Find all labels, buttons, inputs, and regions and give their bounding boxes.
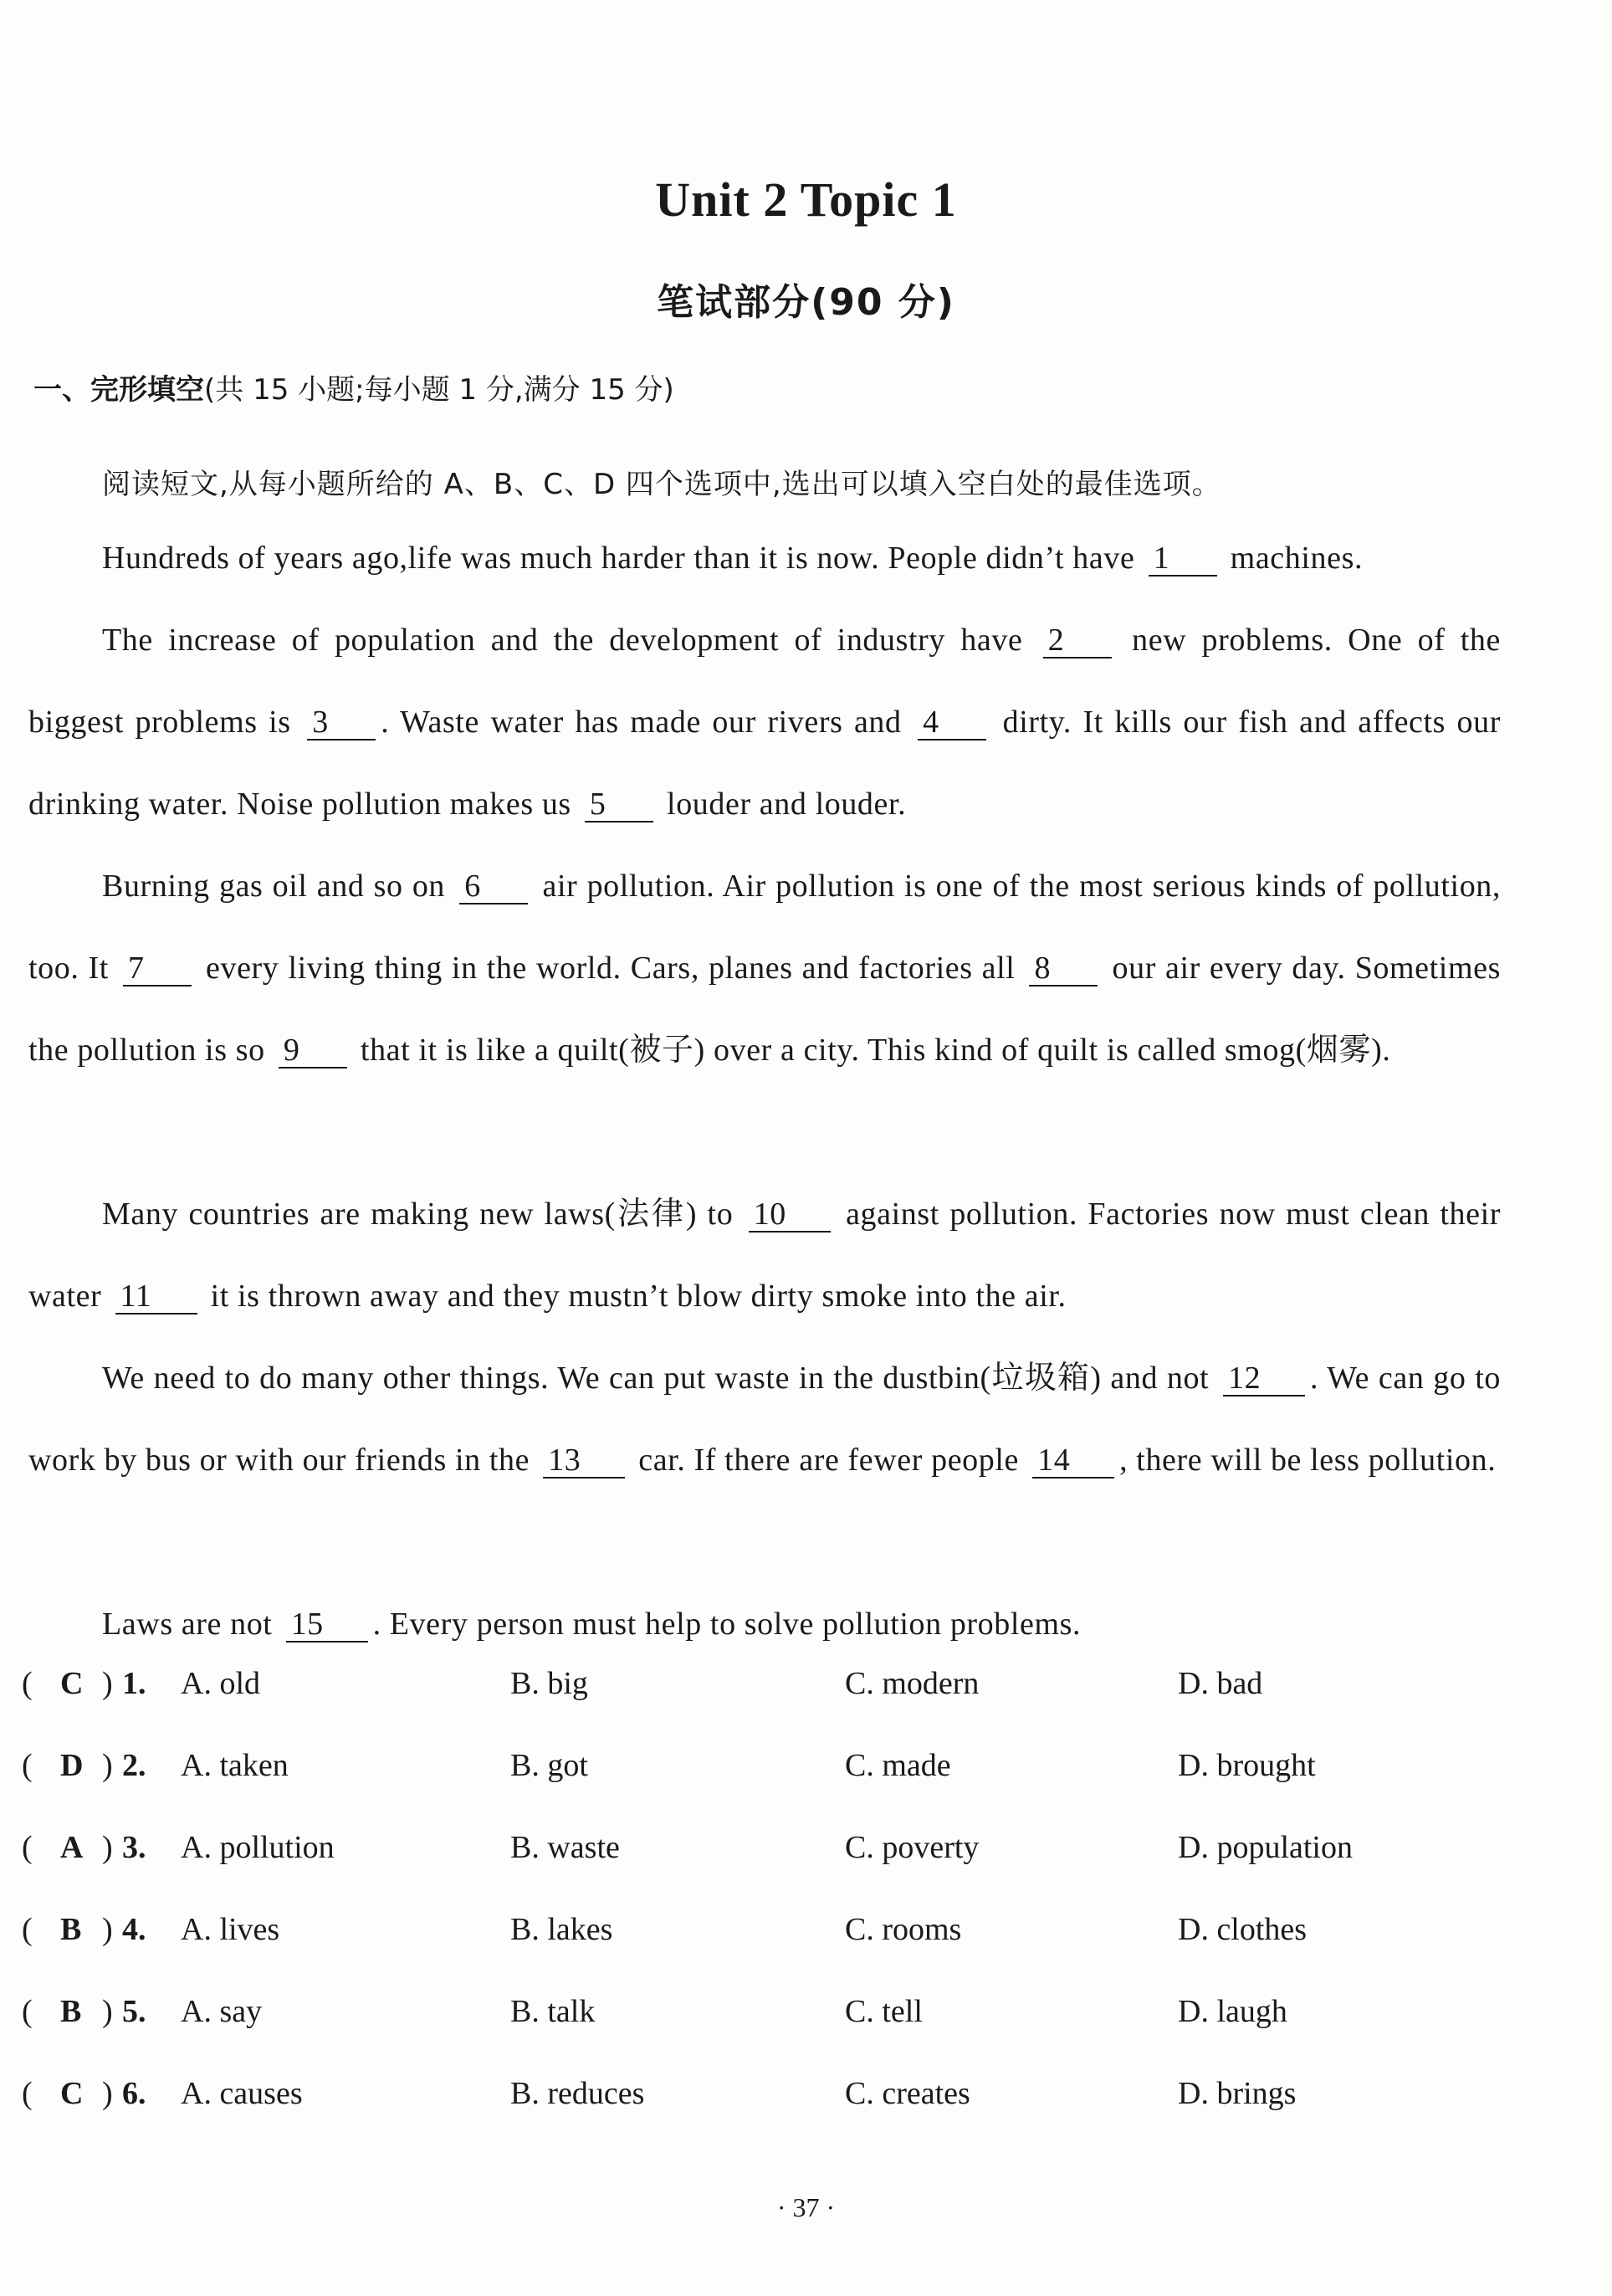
passage-paragraph-5 xyxy=(28,1337,1501,1501)
blank-3: 3 xyxy=(307,705,376,741)
option-d: D. clothes xyxy=(1178,1912,1308,1947)
blank-1: 1 xyxy=(1149,541,1217,577)
passage-text: dirty. It kills our fish and affects our drinking water. Noise pollution makes us xyxy=(28,705,1501,822)
passage-text: new problems. One of the biggest problems is xyxy=(28,623,1501,740)
option-a: A. say xyxy=(181,1994,263,2029)
passage-text: our air every day. Sometimes the pollution is so xyxy=(28,951,1501,1068)
option-a: A. pollution xyxy=(181,1830,335,1865)
question-row-5 xyxy=(22,1993,1544,2075)
passage-paragraph-3 xyxy=(28,845,1501,1091)
passage-text: air pollution. Air pollution is one of the most serious kinds of pollution, too. It xyxy=(28,869,1501,986)
section-heading-label: 一、完形填空 xyxy=(33,373,204,407)
answer-letter: D xyxy=(60,1748,84,1783)
blank-12: 12 xyxy=(1223,1361,1305,1397)
blank-11: 11 xyxy=(115,1279,197,1315)
option-d: D. brings xyxy=(1178,2076,1297,2111)
passage-text: machines. xyxy=(1230,541,1364,576)
paren-open: ( xyxy=(22,1994,33,2029)
option-c: C. creates xyxy=(845,2076,970,2111)
question-row-3 xyxy=(22,1829,1544,1911)
paren-close: ) xyxy=(102,1666,113,1701)
paren-close: ) xyxy=(102,1994,113,2029)
option-b: B. got xyxy=(510,1748,588,1783)
passage-text: , there will be less pollution. xyxy=(1119,1443,1497,1478)
passage-text: that it is like a quilt(被子) over a city. This kind of quilt is called smog(烟雾). xyxy=(360,1033,1391,1068)
instruction-content: 阅读短文,从每小题所给的 A、B、C、D 四个选项中,选出可以填入空白处的最佳选项。 xyxy=(102,468,1221,501)
paren-close: ) xyxy=(102,1748,113,1783)
option-d: D. bad xyxy=(1178,1666,1263,1701)
passage-text: . Waste water has made our rivers and xyxy=(381,705,902,740)
question-row-2 xyxy=(22,1747,1544,1829)
option-b: B. big xyxy=(510,1666,588,1701)
option-a: A. taken xyxy=(181,1748,289,1783)
option-c: C. modern xyxy=(845,1666,980,1701)
section-heading xyxy=(33,366,674,407)
passage-paragraph-6 xyxy=(28,1583,1501,1665)
passage-text: We need to do many other things. We can put waste in the dustbin(垃圾箱) and not xyxy=(102,1361,1210,1396)
option-d: D. laugh xyxy=(1178,1994,1287,2029)
passage-text: Laws are not xyxy=(102,1607,273,1642)
option-c: C. rooms xyxy=(845,1912,962,1947)
passage-text: The increase of population and the development of industry have xyxy=(102,623,1023,658)
option-c: C. made xyxy=(845,1748,951,1783)
option-a: A. causes xyxy=(181,2076,303,2111)
blank-7: 7 xyxy=(123,951,192,987)
paren-open: ( xyxy=(22,1748,33,1783)
instruction-text xyxy=(28,443,1501,525)
blank-13: 13 xyxy=(543,1443,625,1479)
passage-paragraph-1 xyxy=(28,517,1501,599)
passage-text: . Every person must help to solve pollution problems. xyxy=(372,1607,1082,1642)
blank-10: 10 xyxy=(749,1197,831,1233)
section-heading-detail: (共 15 小题;每小题 1 分,满分 15 分) xyxy=(204,373,674,407)
question-row-1 xyxy=(22,1665,1544,1747)
option-a: A. old xyxy=(181,1666,260,1701)
answer-letter: B xyxy=(60,1994,82,2029)
paren-open: ( xyxy=(22,1912,33,1947)
blank-2: 2 xyxy=(1043,623,1112,659)
question-number: 2. xyxy=(122,1748,146,1783)
option-b: B. lakes xyxy=(510,1912,613,1947)
blank-15: 15 xyxy=(286,1607,368,1643)
paren-open: ( xyxy=(22,1666,33,1701)
blank-8: 8 xyxy=(1029,951,1098,987)
blank-4: 4 xyxy=(918,705,986,741)
passage-text: every living thing in the world. Cars, planes and factories all xyxy=(206,951,1016,986)
blank-9: 9 xyxy=(279,1033,347,1069)
answer-letter: C xyxy=(60,2076,84,2111)
question-number: 4. xyxy=(122,1912,146,1947)
answer-options xyxy=(22,1665,1544,2157)
question-row-6 xyxy=(22,2075,1544,2157)
question-number: 1. xyxy=(122,1666,146,1701)
page-title: Unit 2 Topic 1 xyxy=(655,172,957,227)
passage-text: Hundreds of years ago,life was much harder than it is now. People didn’t have xyxy=(102,541,1135,576)
option-c: C. tell xyxy=(845,1994,923,2029)
question-row-4 xyxy=(22,1911,1544,1993)
option-a: A. lives xyxy=(181,1912,280,1947)
blank-14: 14 xyxy=(1032,1443,1114,1479)
answer-letter: B xyxy=(60,1912,82,1947)
paren-open: ( xyxy=(22,1830,33,1865)
blank-5: 5 xyxy=(585,787,653,823)
passage-text: against pollution. Factories now must clean their water xyxy=(28,1197,1501,1314)
page-subtitle: 笔试部分(90 分) xyxy=(657,281,955,324)
option-b: B. reduces xyxy=(510,2076,645,2111)
passage-text: . We can go to work by bus or with our friends in the xyxy=(28,1361,1501,1478)
answer-letter: A xyxy=(60,1830,84,1865)
blank-6: 6 xyxy=(459,869,528,905)
paren-close: ) xyxy=(102,1830,113,1865)
passage-text: louder and louder. xyxy=(667,787,907,822)
option-d: D. brought xyxy=(1178,1748,1316,1783)
passage-paragraph-4 xyxy=(28,1173,1501,1337)
passage-paragraph-2 xyxy=(28,599,1501,845)
passage-text: Burning gas oil and so on xyxy=(102,869,446,904)
question-number: 5. xyxy=(122,1994,146,2029)
question-number: 3. xyxy=(122,1830,146,1865)
passage-text: Many countries are making new laws(法律) to xyxy=(102,1197,734,1232)
paren-close: ) xyxy=(102,2076,113,2111)
option-c: C. poverty xyxy=(845,1830,980,1865)
passage-text: car. If there are fewer people xyxy=(638,1443,1019,1478)
question-number: 6. xyxy=(122,2076,146,2111)
option-b: B. talk xyxy=(510,1994,596,2029)
passage-text: it is thrown away and they mustn’t blow dirty smoke into the air. xyxy=(210,1279,1067,1314)
option-d: D. population xyxy=(1178,1830,1353,1865)
option-b: B. waste xyxy=(510,1830,620,1865)
answer-letter: C xyxy=(60,1666,84,1701)
paren-open: ( xyxy=(22,2076,33,2111)
page-number: · 37 · xyxy=(776,2192,836,2222)
paren-close: ) xyxy=(102,1912,113,1947)
